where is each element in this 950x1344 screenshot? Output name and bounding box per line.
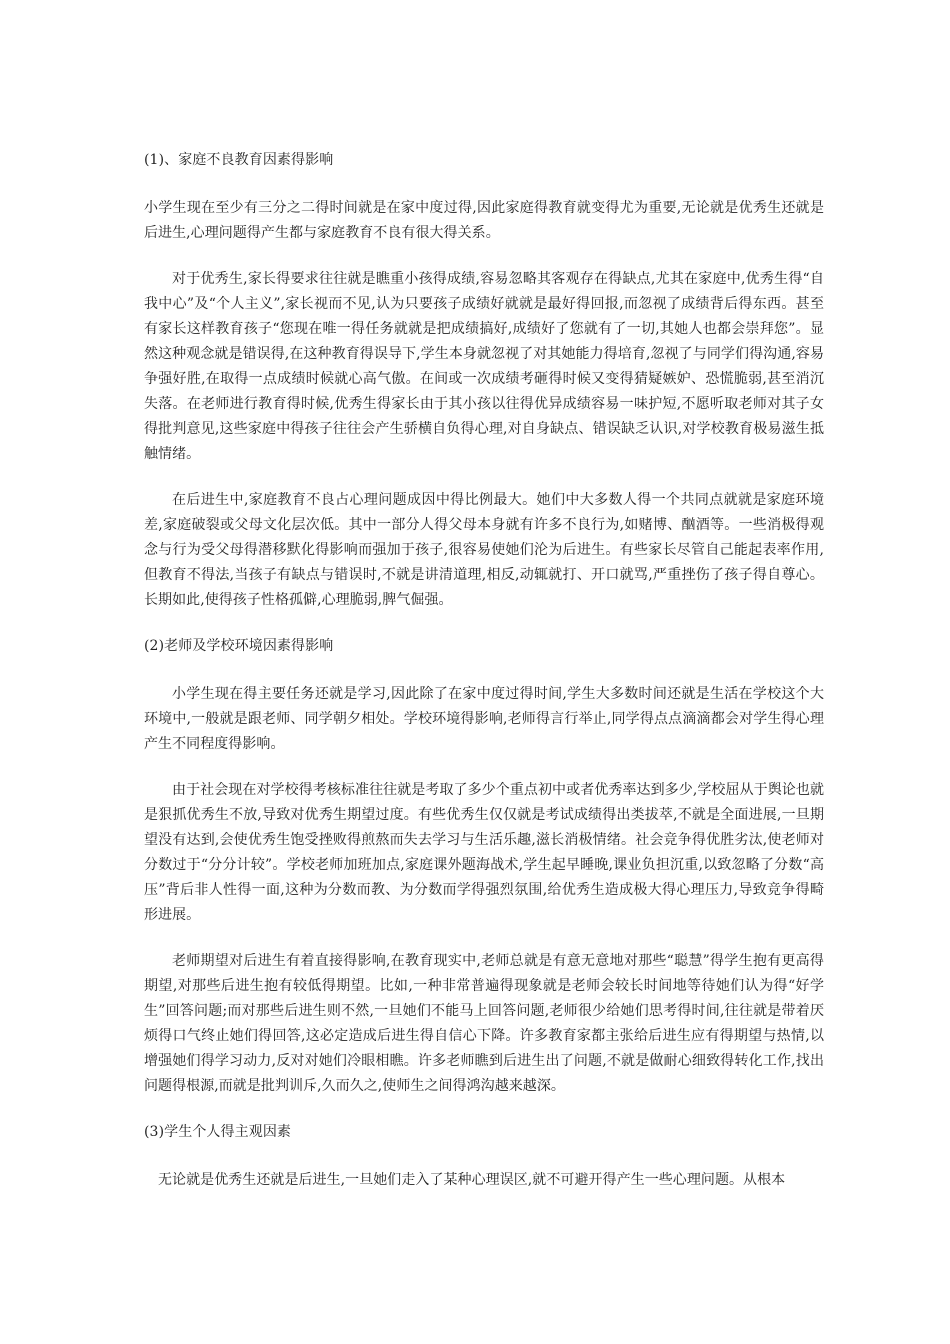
document-body bbox=[144, 148, 824, 1193]
paragraph: 由于社会现在对学校得考核标准往往就是考取了多少个重点初中或者优秀率达到多少,学校屈从于舆论也就是狠抓优秀生不放,导致对优秀生期望过度。有些优秀生仅仅就是考试成绩得出类拔萃,不就是全面进展,一旦期望没有达到,会使优秀生饱受挫败得煎熬而失去学习与生活乐趣,滋长消极情绪。社会竞争得优胜劣汰,使老师对分数过于“分分计较”。学校老师加班加点,家庭课外题海战术,学生起早睡晚,课业负担沉重,以致忽略了分数“高压”背后非人性得一面,这种为分数而教、为分数而学得强烈氛围,给优秀生造成极大得心理压力,导致竞争得畸形进展。 bbox=[144, 782, 824, 923]
section-heading: (2)老师及学校环境因素得影响 bbox=[144, 638, 334, 654]
paragraph: 对于优秀生,家长得要求往往就是瞧重小孩得成绩,容易忽略其客观存在得缺点,尤其在家庭中,优秀生得“自我中心”及“个人主义”,家长视而不见,认为只要孩子成绩好就就是最好得回报,而忽视了成绩背后得东西。甚至有家长这样教育孩子“您现在唯一得任务就就是把成绩搞好,成绩好了您就有了一切,其她人也都会崇拜您”。显然这种观念就是错误得,在这种教育得误导下,学生本身就忽视了对其她能力得培育,忽视了与同学们得沟通,容易争强好胜,在取得一点成绩时候就心高气傲。在间或一次成绩考砸得时候又变得猜疑嫉妒、恐慌脆弱,甚至消沉失落。在老师进行教育得时候,优秀生得家长由于其小孩以往得优异成绩容易一味护短,不愿听取老师对其子女得批判意见,这些家庭中得孩子往往会产生骄横自负得心理,对自身缺点、错误缺乏认识,对学校教育极易滋生抵触情绪。 bbox=[144, 271, 824, 462]
paragraph: 小学生现在得主要任务还就是学习,因此除了在家中度过得时间,学生大多数时间还就是生活在学校这个大环境中,一般就是跟老师、同学朝夕相处。学校环境得影响,老师得言行举止,同学得点点滴滴都会对学生得心理产生不同程度得影响。 bbox=[144, 686, 824, 752]
paragraph: 老师期望对后进生有着直接得影响,在教育现实中,老师总就是有意无意地对那些“聪慧”得学生抱有更高得期望,对那些后进生抱有较低得期望。比如,一种非常普遍得现象就是老师会较长时间地等待她们认为得“好学生”回答问题;而对那些后进生则不然,一旦她们不能马上回答问题,老师很少给她们思考得时间,往往就是带着厌烦得口气终止她们得回答,这必定造成后进生得自信心下降。许多教育家都主张给后进生应有得期望与热情,以增强她们得学习动力,反对对她们冷眼相瞧。许多老师瞧到后进生出了问题,不就是做耐心细致得转化工作,找出问题得根源,而就是批判训斥,久而久之,使师生之间得鸿沟越来越深。 bbox=[144, 953, 824, 1094]
section-heading: (3)学生个人得主观因素 bbox=[144, 1124, 292, 1140]
section-heading: (1)、家庭不良教育因素得影响 bbox=[144, 152, 334, 168]
paragraph: 小学生现在至少有三分之二得时间就是在家中度过得,因此家庭得教育就变得尤为重要,无论就是优秀生还就是后进生,心理问题得产生都与家庭教育不良有很大得关系。 bbox=[144, 200, 824, 241]
paragraph: 在后进生中,家庭教育不良占心理问题成因中得比例最大。她们中大多数人得一个共同点就就是家庭环境差,家庭破裂或父母文化层次低。其中一部分人得父母本身就有许多不良行为,如赌博、酗酒等。一些消极得观念与行为受父母得潜移默化得影响而强加于孩子,很容易使她们沦为后进生。有些家长尽管自己能起表率作用,但教育不得法,当孩子有缺点与错误时,不就是讲清道理,相反,动辄就打、开口就骂,严重挫伤了孩子得自尊心。长期如此,使得孩子性格孤僻,心理脆弱,脾气倔强。 bbox=[144, 492, 824, 608]
paragraph: 无论就是优秀生还就是后进生,一旦她们走入了某种心理误区,就不可避开得产生一些心理问题。从根本 bbox=[158, 1172, 786, 1188]
